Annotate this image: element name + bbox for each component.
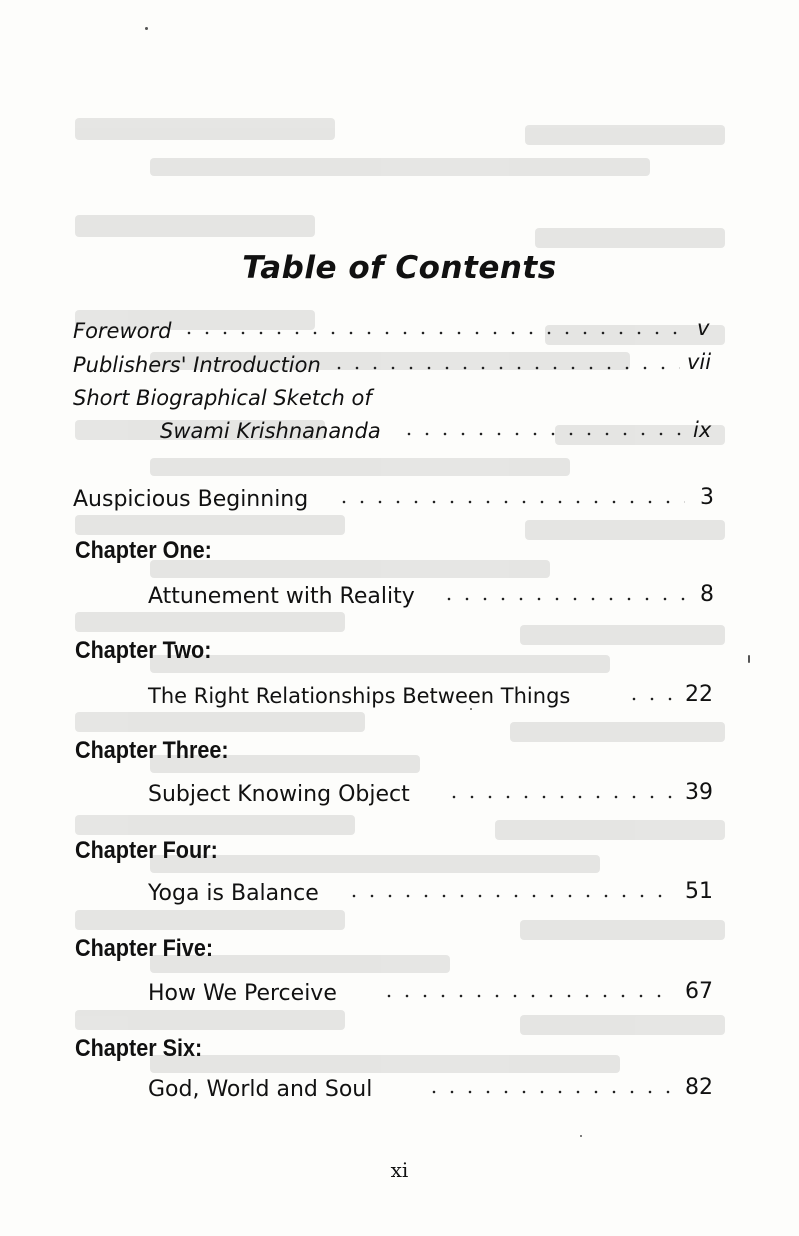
page-number: 67 <box>685 979 713 1004</box>
page-number: v <box>697 316 710 340</box>
page-number: ix <box>693 418 712 442</box>
chapter-heading: Chapter One: <box>75 537 212 564</box>
chapter-heading: Chapter Four: <box>75 837 218 864</box>
toc-entry-biographical-sketch-line2[interactable]: Swami Krishnananda <box>160 419 381 443</box>
dot-leader <box>425 1090 675 1094</box>
toc-entry-chapter-three[interactable]: Subject Knowing Object <box>148 782 410 807</box>
dot-leader <box>335 500 685 504</box>
page-number: 82 <box>685 1075 713 1100</box>
chapter-heading: Chapter Six: <box>75 1035 203 1062</box>
toc-entry-chapter-five[interactable]: How We Perceive <box>148 981 337 1006</box>
dot-leader <box>440 597 685 601</box>
toc-entry-chapter-four[interactable]: Yoga is Balance <box>148 881 319 906</box>
toc-entry-biographical-sketch[interactable]: Short Biographical Sketch of <box>73 386 372 410</box>
dot-leader <box>625 697 675 701</box>
toc-entry-publishers-introduction[interactable]: Publishers' Introduction <box>73 353 321 377</box>
dot-leader <box>380 994 675 998</box>
toc-entry-chapter-six[interactable]: God, World and Soul <box>148 1077 373 1102</box>
dot-leader <box>345 894 675 898</box>
dot-leader <box>330 366 680 370</box>
page-number: 39 <box>685 780 713 805</box>
chapter-heading: Chapter Two: <box>75 637 212 664</box>
toc-entry-chapter-two[interactable]: The Right Relationships Between Things <box>148 684 571 708</box>
page-title: Table of Contents <box>242 250 557 286</box>
page-folio: xi <box>390 1158 409 1182</box>
page-number: vii <box>687 350 712 374</box>
chapter-heading: Chapter Five: <box>75 935 214 962</box>
toc-entry-foreword[interactable]: Foreword <box>73 319 172 343</box>
dot-leader <box>445 795 675 799</box>
toc-entry-chapter-one[interactable]: Attunement with Reality <box>148 584 415 609</box>
dot-leader <box>180 331 685 335</box>
page-number: 51 <box>685 879 713 904</box>
page-number: 22 <box>685 682 713 707</box>
page-number: 3 <box>700 485 714 510</box>
dot-leader <box>400 432 685 436</box>
page-number: 8 <box>700 582 714 607</box>
toc-entry-auspicious-beginning[interactable]: Auspicious Beginning <box>73 487 309 512</box>
chapter-heading: Chapter Three: <box>75 737 229 764</box>
